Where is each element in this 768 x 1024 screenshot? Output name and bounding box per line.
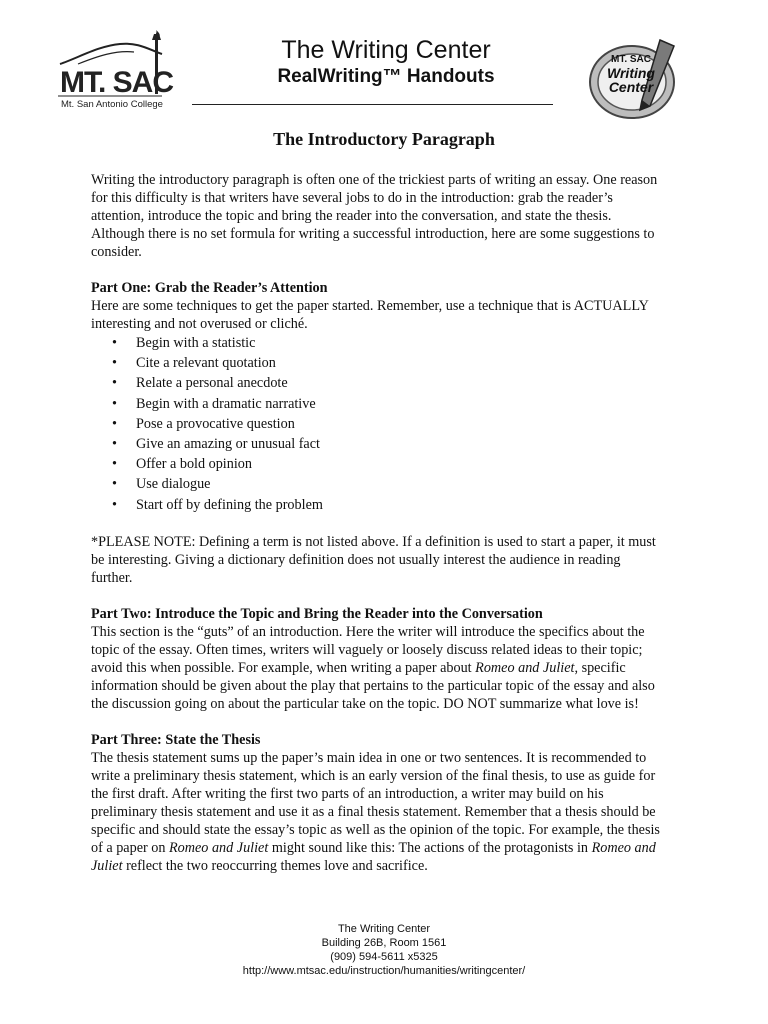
header-subtitle: RealWriting™ Handouts [277,66,495,87]
part-three-text: The thesis statement sums up the paper’s main idea in one or two sentences. It is recommended to write a preliminary thesis statement, which is an early version of the final thesis, to use as guide for the first draft. After writing the first two parts of an introduction, a writer may build on his preliminary thesis statement and use it as a final thesis statement. Remember that a thesis should be specific and should state the essay’s topic as well as the opinion of the topic. For example, the thesis of a paper on Romeo and Juliet might sound like this: The actions of the protagonists in Romeo and Juliet reflect the two reoccurring themes love and sacrifice. [91,749,660,874]
footer-url: http://www.mtsac.edu/instruction/humanities/writingcenter/ [242,965,526,977]
part-three-heading: Part Three: State the Thesis [91,731,261,748]
title-reference: Romeo and Juliet [169,839,269,856]
header-title: The Writing Center [281,36,491,64]
list-item: • Cite a relevant quotation [112,355,276,372]
badge-line1: MT. SAC [611,54,651,65]
please-note-paragraph: *PLEASE NOTE: Defining a term is not listed above. If a definition is used to start a paper, it must be interesting. Giving a dictionary definition does not usually interest the audience in reading further. [91,533,656,586]
intro-paragraph: Writing the introductory paragraph is often one of the trickiest parts of writing an essay. One reason for this difficulty is that writers have several jobs to do in the introduction: grab the reader’s attention, introduce the topic and bring the reader into the conversation, and state the thesis. Although there is no set formula for writing a successful introduction, here are some suggestions to consider. [91,172,658,260]
title-reference: Romeo and Juliet [91,839,656,874]
mt-sac-logo [58,28,188,112]
footer-phone: (909) 594-5611 x5325 [330,951,438,963]
part-two-text: This section is the “guts” of an introduction. Here the writer will introduce the specifics about the topic of the essay. Often times, writers will vaguely or loosely discuss related ideas to their topic; avoid this when possible. For example, when writing a paper about Romeo and Juliet, specific information should be given about the play that pertains to the particular topic of the essay and also the discussion going on about the particular take on the topic. DO NOT summarize what love is! [91,623,655,712]
badge-line3: Center [608,79,654,95]
header-divider [192,104,553,105]
list-item: • Begin with a statistic [112,335,256,351]
badge-line2: Writing [607,65,655,81]
document-title: The Introductory Paragraph [273,129,495,149]
logo-college-name: Mt. San Antonio College [61,99,163,110]
list-item: • Begin with a dramatic narrative [112,395,316,412]
footer [0,922,768,978]
footer-location: Building 26B, Room 1561 [321,937,447,949]
list-item: • Offer a bold opinion [112,456,252,473]
title-reference: Romeo and Juliet [475,659,575,676]
writing-center-badge [588,36,688,120]
list-item: • Start off by defining the problem [112,496,323,513]
list-item: • Pose a provocative question [112,415,295,432]
footer-org: The Writing Center [337,923,431,935]
document-body [91,171,661,875]
list-item: • Give an amazing or unusual fact [112,435,320,452]
header [190,36,582,89]
list-item: • Relate a personal anecdote [112,375,288,392]
part-one-text: Here are some techniques to get the paper started. Remember, use a technique that is ACTUALLY interesting and not overused or cliché. [91,298,649,332]
part-two-heading: Part Two: Introduce the Topic and Bring the Reader into the Conversation [91,605,543,622]
part-one-heading: Part One: Grab the Reader’s Attention [91,280,328,296]
list-item: • Use dialogue [112,476,211,493]
technique-list [91,333,661,515]
logo-mt-sac-text: MT. SAC [60,66,173,99]
